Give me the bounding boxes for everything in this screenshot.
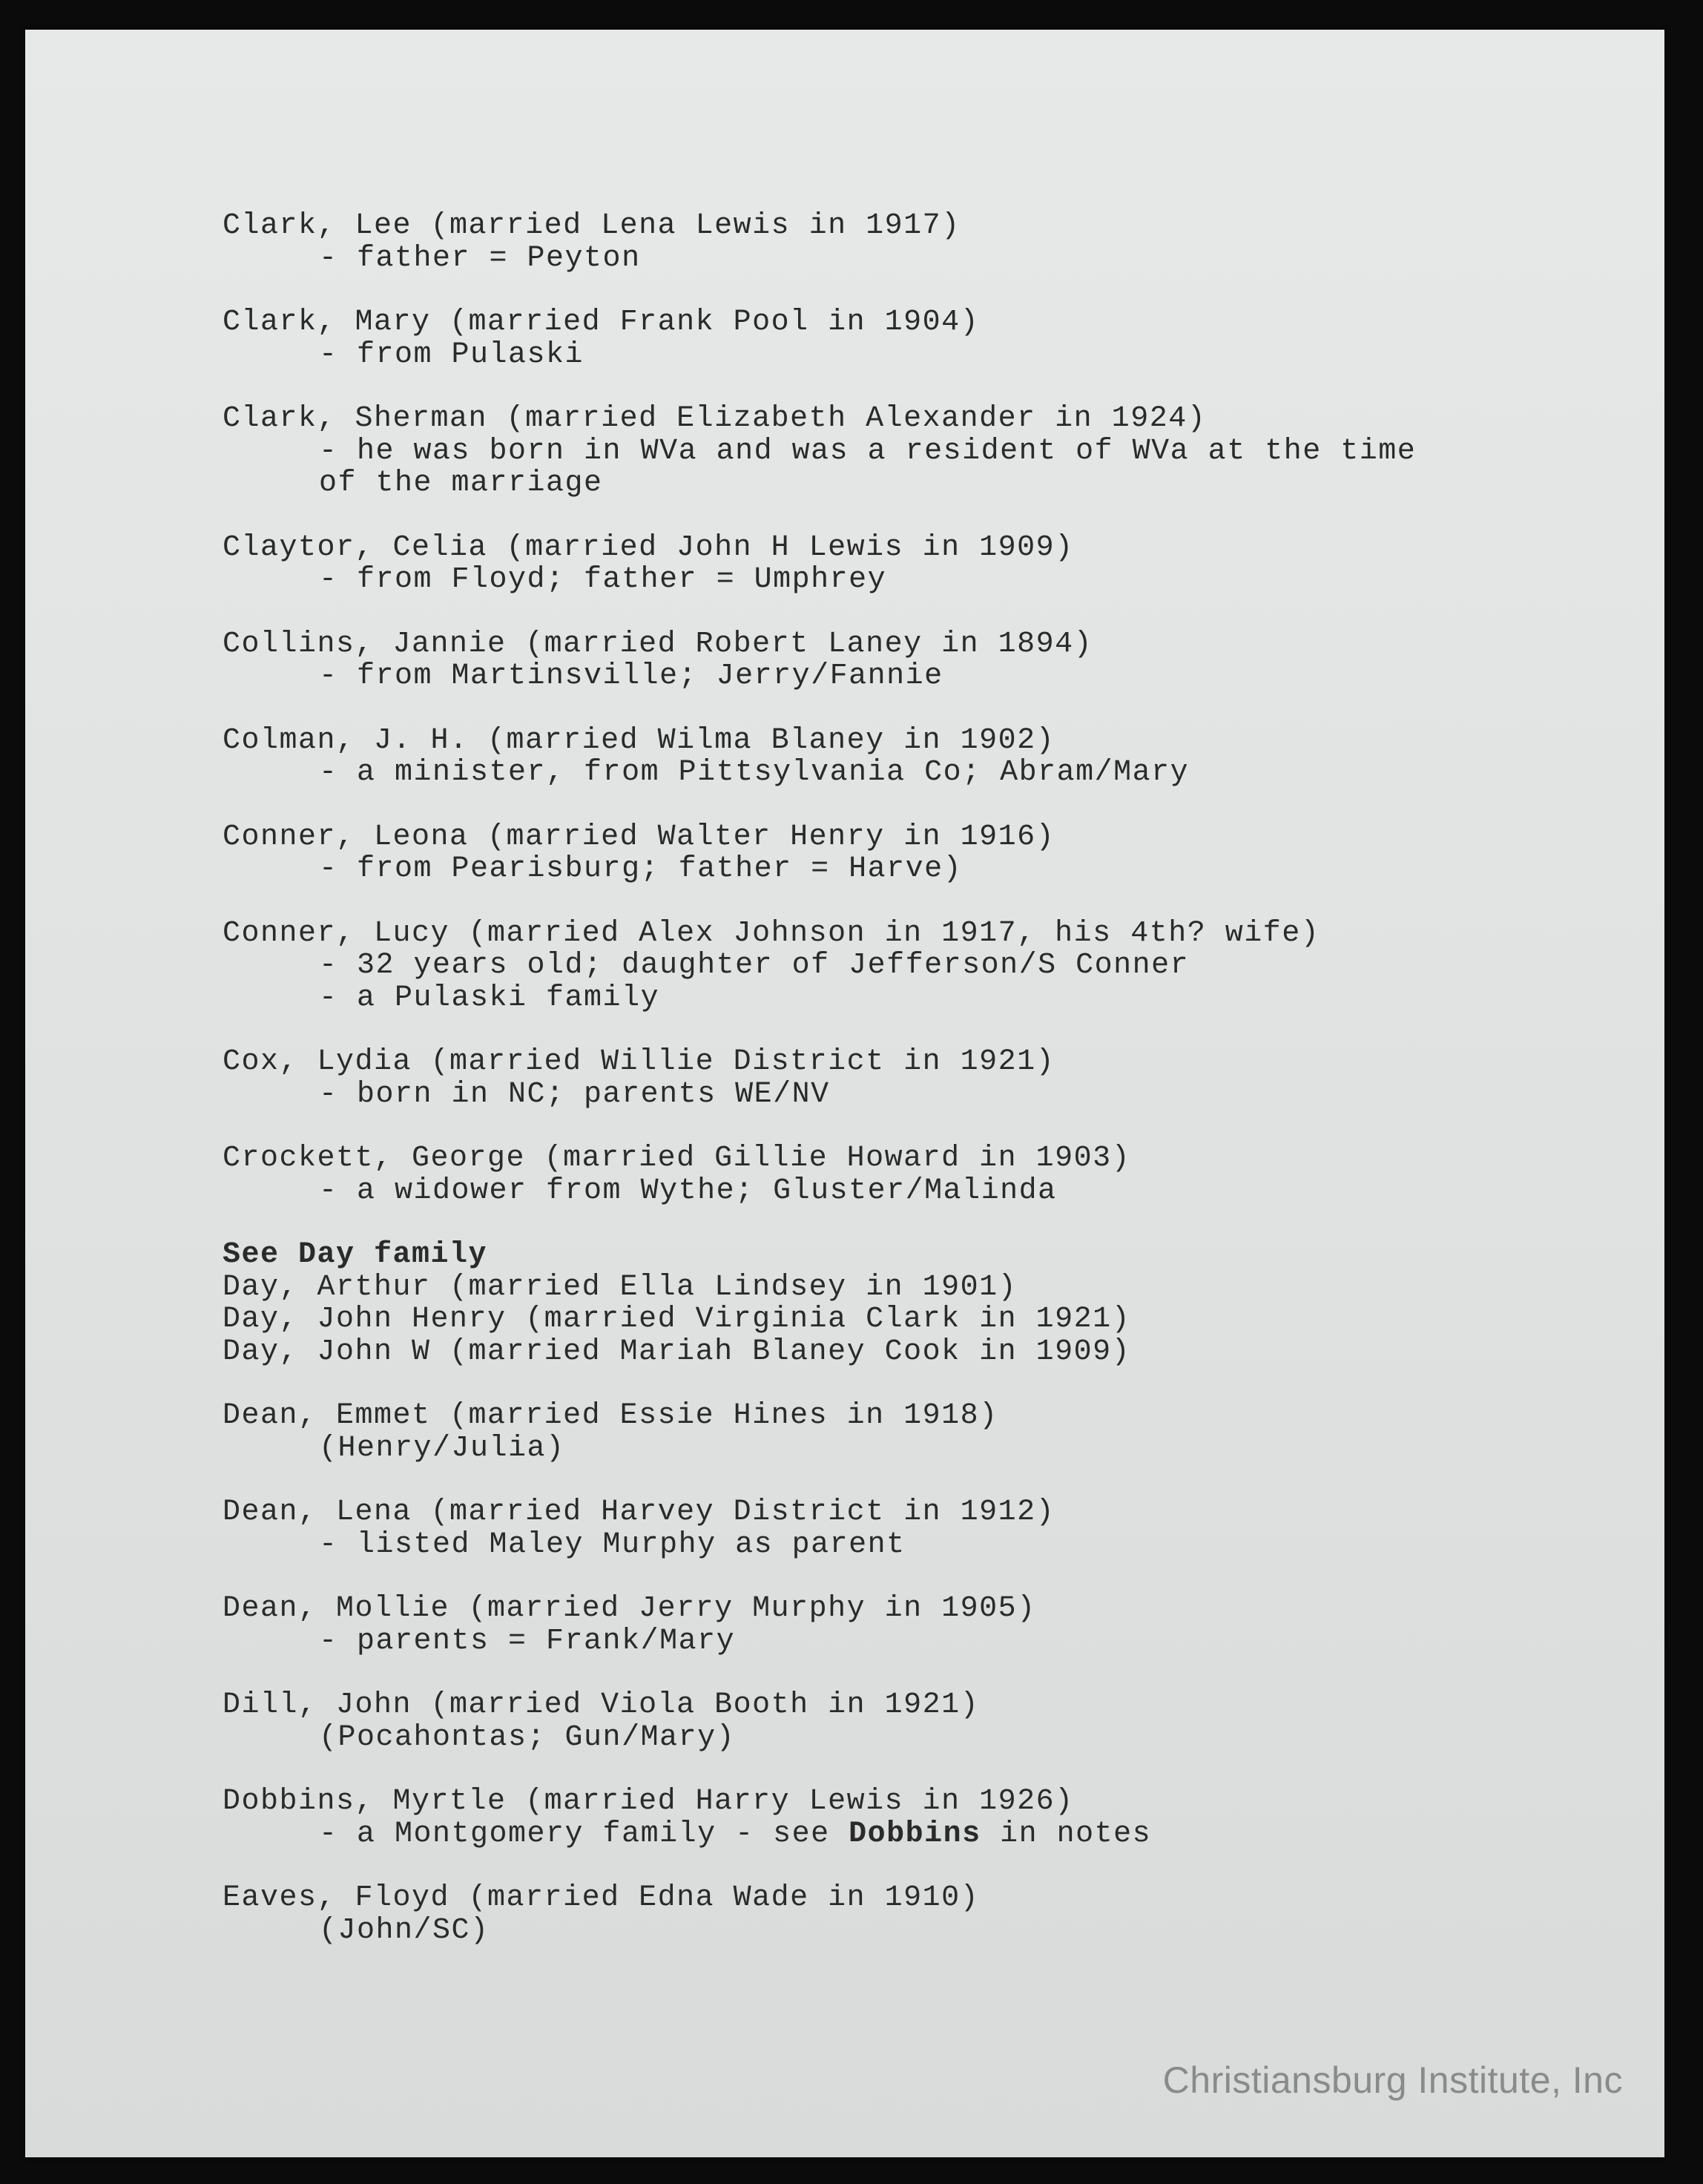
entry-heading: Claytor, Celia (married John H Lewis in 1909) [223,530,1074,565]
entry-detail: (Henry/Julia) [319,1431,565,1465]
list-entry [223,1496,1521,1561]
detail-bold-text: Dobbins [849,1817,981,1851]
entry-detail: - father = Peyton [319,241,641,275]
entry-heading: Day, Arthur (married Ella Lindsey in 1901) [223,1270,1018,1304]
entry-detail: - listed Maley Murphy as parent [319,1527,906,1562]
entry-detail: - from Pulaski [319,338,584,372]
entry-detail [223,1818,1521,1851]
list-entry [223,1786,1521,1850]
group-label: See Day family [223,1238,488,1272]
entry-detail: - a minister, from Pittsylvania Co; Abram/Mary [319,756,1190,789]
entry-heading: Eaves, Floyd (married Edna Wade in 1910) [223,1881,980,1915]
watermark: Christiansburg Institute, Inc [1162,2059,1623,2101]
entry-heading: Dill, John (married Viola Booth in 1921) [223,1688,980,1722]
entry-detail: - he was born in WVa and was a resident of WVa at the time [319,434,1417,468]
entry-heading: Dean, Lena (married Harvey District in 1912) [223,1496,1055,1529]
entry-heading: Conner, Lucy (married Alex Johnson in 1917, his 4th? wife) [223,916,1320,950]
entry-heading: Colman, J. H. (married Wilma Blaney in 1902) [223,723,1055,757]
entry-heading: Clark, Lee (married Lena Lewis in 1917) [223,209,961,243]
list-entry [223,1689,1521,1754]
detail-text: in notes [981,1817,1152,1851]
entry-detail: - parents = Frank/Mary [319,1624,736,1658]
entry-detail: - born in NC; parents WE/NV [319,1077,830,1111]
list-entry [223,210,1521,274]
entry-detail: - from Martinsville; Jerry/Fannie [319,660,943,693]
entry-detail: - a widower from Wythe; Gluster/Malinda [319,1174,1057,1208]
list-entry [223,1593,1521,1657]
entry-heading: Dean, Mollie (married Jerry Murphy in 1905) [223,1592,1036,1625]
list-entry [223,532,1521,596]
entry-heading: Collins, Jannie (married Robert Laney in 1894) [223,627,1093,661]
list-entry [223,403,1521,500]
list-entry [223,821,1521,886]
list-entry [223,306,1521,371]
genealogy-list [223,210,1521,1979]
entry-heading: Dobbins, Myrtle (married Harry Lewis in 1926) [223,1785,1074,1818]
entry-heading: Dean, Emmet (married Essie Hines in 1918) [223,1399,998,1433]
entry-detail: - 32 years old; daughter of Jefferson/S Conner [319,949,1190,982]
list-entry [223,1046,1521,1111]
list-entry [223,1400,1521,1464]
list-entry [223,1142,1521,1207]
entry-detail: of the marriage [319,467,603,500]
entry-heading: Clark, Sherman (married Elizabeth Alexander in 1924) [223,402,1207,435]
list-entry [223,918,1521,1015]
entry-heading: Day, John W (married Mariah Blaney Cook in 1909) [223,1335,1131,1369]
day-family-group [223,1239,1521,1368]
entry-detail: (Pocahontas; Gun/Mary) [319,1720,736,1754]
document-page [25,30,1664,2157]
entry-detail: - a Pulaski family [319,981,660,1015]
entry-heading: Day, John Henry (married Virginia Clark in 1921) [223,1303,1131,1336]
list-entry [223,725,1521,789]
list-entry [223,1882,1521,1947]
entry-heading: Conner, Leona (married Walter Henry in 1916) [223,820,1055,854]
entry-heading: Crockett, George (married Gillie Howard in 1903) [223,1142,1131,1175]
entry-heading: Cox, Lydia (married Willie District in 1921) [223,1045,1055,1079]
entry-detail: (John/SC) [319,1913,490,1947]
entry-detail: - from Floyd; father = Umphrey [319,563,887,596]
list-entry [223,628,1521,693]
entry-detail: - from Pearisburg; father = Harve) [319,852,963,886]
detail-text: - a Montgomery family - see [319,1817,849,1851]
entry-heading: Clark, Mary (married Frank Pool in 1904) [223,306,980,339]
